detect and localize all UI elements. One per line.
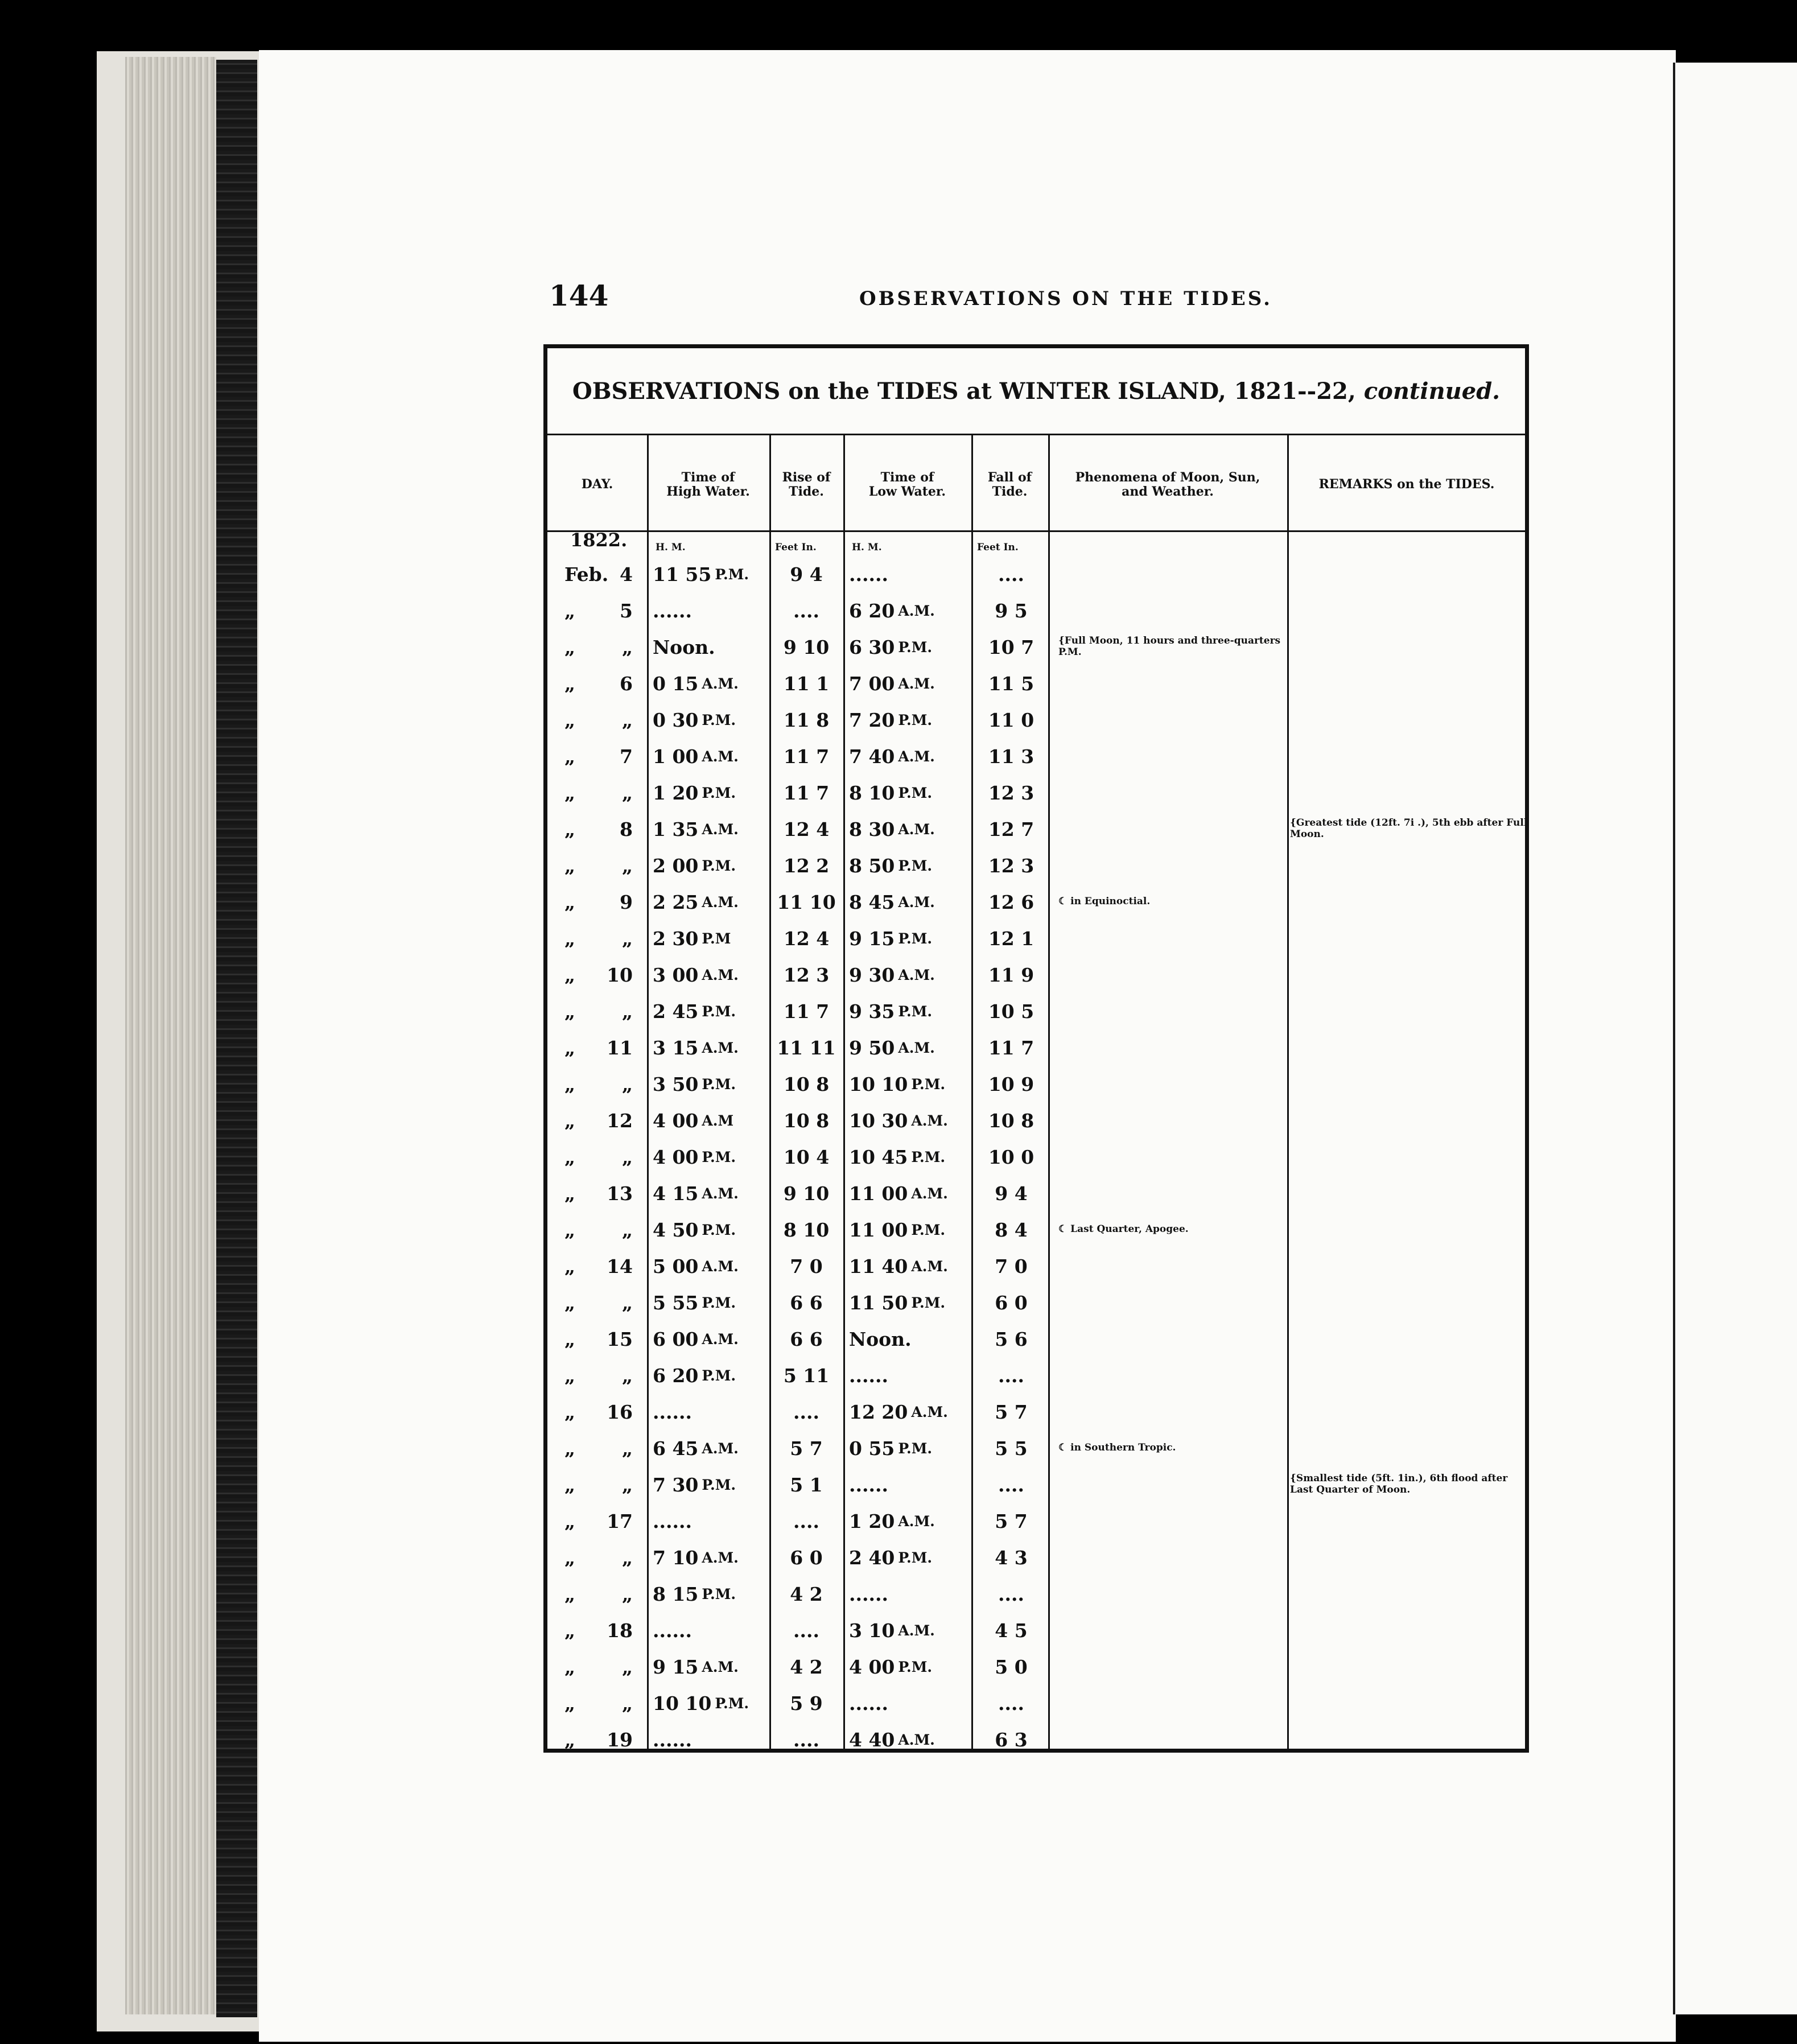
fall-cell: 12 1 [988, 927, 1034, 950]
fall-cell: 12 7 [988, 818, 1034, 840]
month-cell: „ [564, 854, 575, 877]
fall-cell: 12 3 [988, 854, 1034, 877]
rise-cell: 11 7 [783, 745, 830, 768]
day-cell: „ [622, 1073, 633, 1095]
month-cell: „ [564, 636, 575, 658]
rise-cell: 4 2 [790, 1655, 823, 1678]
fall-cell: .... [998, 1364, 1024, 1387]
day-cell: „ [622, 1000, 633, 1023]
low-water-cell: 7 40 A.M. [849, 745, 935, 768]
rise-cell: 11 8 [783, 708, 830, 731]
month-cell: „ [564, 1473, 575, 1496]
day-cell: „ [622, 636, 633, 658]
high-water-cell: 4 00 A.M [653, 1109, 734, 1132]
table-row [547, 884, 1525, 920]
high-water-cell: 2 30 P.M [653, 927, 731, 950]
fall-cell: .... [998, 563, 1024, 586]
low-water-cell: 8 30 A.M. [849, 818, 935, 840]
high-water-cell: 0 30 P.M. [653, 708, 736, 731]
low-water-cell: ...... [849, 1583, 888, 1605]
fall-cell: 8 4 [995, 1218, 1028, 1241]
month-cell: „ [564, 1728, 575, 1751]
rise-cell: 5 7 [790, 1437, 823, 1460]
unit-fall: Feet In. [977, 542, 1019, 553]
table-row [547, 592, 1525, 629]
header-fall: Fall of Tide. [987, 469, 1032, 499]
high-water-cell: ...... [653, 1510, 692, 1532]
high-water-cell: 8 15 P.M. [653, 1583, 736, 1605]
day-cell: 6 [620, 672, 633, 695]
day-cell: 10 [607, 963, 633, 986]
rise-cell: 12 4 [783, 818, 830, 840]
rise-cell: .... [793, 1619, 819, 1642]
month-cell: „ [564, 1328, 575, 1350]
month-cell: „ [564, 1583, 575, 1605]
table-row [547, 1139, 1525, 1175]
high-water-cell: 9 15 A.M. [653, 1655, 739, 1678]
day-cell: „ [622, 1655, 633, 1678]
low-water-cell: 2 40 P.M. [849, 1546, 933, 1569]
high-water-cell: 6 45 A.M. [653, 1437, 739, 1460]
month-cell: „ [564, 1145, 575, 1168]
day-cell: „ [622, 1364, 633, 1387]
day-cell: 7 [620, 745, 633, 768]
high-water-cell: 4 00 P.M. [653, 1145, 736, 1168]
rise-cell: 6 6 [790, 1328, 823, 1350]
rise-cell: 12 2 [783, 854, 830, 877]
low-water-cell: ...... [849, 563, 888, 586]
high-water-cell: 6 00 A.M. [653, 1328, 739, 1350]
month-cell: „ [564, 891, 575, 913]
high-water-cell: 0 15 A.M. [653, 672, 739, 695]
low-water-cell: ...... [849, 1473, 888, 1496]
low-water-cell: 10 45 P.M. [849, 1145, 946, 1168]
rise-cell: 12 4 [783, 927, 830, 950]
phenomena-cell: ☾ Last Quarter, Apogee. [1058, 1223, 1189, 1235]
table-row [547, 1175, 1525, 1211]
low-water-cell: ...... [849, 1364, 888, 1387]
table-row [547, 1721, 1525, 1758]
rise-cell: 11 7 [783, 781, 830, 804]
low-water-cell: 10 10 P.M. [849, 1073, 946, 1095]
month-cell: „ [564, 1364, 575, 1387]
remarks-cell: {Greatest tide (12ft. 7i .), 5th ebb after Full Moon. [1290, 817, 1528, 840]
fall-cell: .... [998, 1583, 1024, 1605]
low-water-cell: 8 10 P.M. [849, 781, 933, 804]
low-water-cell: 9 30 A.M. [849, 963, 935, 986]
high-water-cell: 5 55 P.M. [653, 1291, 736, 1314]
day-cell: „ [622, 708, 633, 731]
day-cell: „ [622, 781, 633, 804]
low-water-cell: ...... [849, 1692, 888, 1715]
low-water-cell: 9 35 P.M. [849, 1000, 933, 1023]
rise-cell: 7 0 [790, 1255, 823, 1278]
high-water-cell: 1 35 A.M. [653, 818, 739, 840]
rise-cell: 6 0 [790, 1546, 823, 1569]
low-water-cell: 0 55 P.M. [849, 1437, 933, 1460]
table-row [547, 1394, 1525, 1430]
remarks-cell: {Smallest tide (5ft. 1in.), 6th flood after Last Quarter of Moon. [1290, 1473, 1508, 1495]
high-water-cell: 3 50 P.M. [653, 1073, 736, 1095]
low-water-cell: 10 30 A.M. [849, 1109, 948, 1132]
table-row [547, 738, 1525, 774]
page-edges [125, 57, 216, 2014]
table-row [547, 847, 1525, 884]
fall-cell: 10 0 [988, 1145, 1034, 1168]
month-cell: „ [564, 1109, 575, 1132]
low-water-cell: 11 00 A.M. [849, 1182, 948, 1205]
low-water-cell: 3 10 A.M. [849, 1619, 935, 1642]
rise-cell: 9 10 [783, 1182, 830, 1205]
year-label: 1822. [570, 529, 628, 551]
month-cell: „ [564, 818, 575, 840]
unit-lw: H. M. [852, 542, 882, 553]
rise-cell: 11 7 [783, 1000, 830, 1023]
fall-cell: 12 6 [988, 891, 1034, 913]
running-head: OBSERVATIONS ON THE TIDES. [859, 287, 1272, 310]
header-phenomena: Phenomena of Moon, Sun, and Weather. [1075, 469, 1260, 499]
high-water-cell: 2 00 P.M. [653, 854, 736, 877]
header-remarks: REMARKS on the TIDES. [1318, 477, 1495, 492]
table-row [547, 1211, 1525, 1248]
table-row [547, 774, 1525, 811]
month-cell: „ [564, 1619, 575, 1642]
month-cell: „ [564, 1255, 575, 1278]
month-cell: Feb. [564, 563, 609, 586]
rise-cell: 11 1 [783, 672, 830, 695]
table-row [547, 702, 1525, 738]
fall-cell: .... [998, 1473, 1024, 1496]
table-row [547, 556, 1525, 592]
month-cell: „ [564, 1655, 575, 1678]
fall-cell: 11 3 [988, 745, 1034, 768]
header-rise: Rise of Tide. [782, 469, 831, 499]
rise-cell: 10 8 [783, 1109, 830, 1132]
low-water-cell: 6 20 A.M. [849, 599, 935, 622]
low-water-cell: 7 00 A.M. [849, 672, 935, 695]
fall-cell: 10 7 [988, 636, 1034, 658]
table-row [547, 1029, 1525, 1066]
rise-cell: 4 2 [790, 1583, 823, 1605]
day-cell: „ [622, 1473, 633, 1496]
table-row [547, 665, 1525, 702]
rise-cell: 11 10 [777, 891, 836, 913]
day-cell: 11 [607, 1036, 633, 1059]
table-row [547, 1430, 1525, 1466]
fall-cell: 11 0 [988, 708, 1034, 731]
table-row [547, 1102, 1525, 1139]
rise-cell: 8 10 [783, 1218, 830, 1241]
high-water-cell: 3 15 A.M. [653, 1036, 739, 1059]
fall-cell: 5 0 [995, 1655, 1028, 1678]
rise-cell: 5 11 [783, 1364, 830, 1387]
low-water-cell: 9 50 A.M. [849, 1036, 935, 1059]
day-cell: „ [622, 1546, 633, 1569]
fall-cell: 9 5 [995, 599, 1028, 622]
low-water-cell: 4 00 P.M. [849, 1655, 933, 1678]
day-cell: „ [622, 1291, 633, 1314]
rise-cell: .... [793, 599, 819, 622]
month-cell: „ [564, 708, 575, 731]
fall-cell: 4 3 [995, 1546, 1028, 1569]
high-water-cell: 1 00 A.M. [653, 745, 739, 768]
rise-cell: 5 9 [790, 1692, 823, 1715]
rise-cell: .... [793, 1728, 819, 1751]
fall-cell: 5 7 [995, 1510, 1028, 1532]
rise-cell: 9 4 [790, 563, 823, 586]
low-water-cell: 11 40 A.M. [849, 1255, 948, 1278]
day-cell: 16 [607, 1400, 633, 1423]
fall-cell: 6 3 [995, 1728, 1028, 1751]
unit-rise: Feet In. [775, 542, 817, 553]
rise-cell: .... [793, 1400, 819, 1423]
rise-cell: 10 8 [783, 1073, 830, 1095]
phenomena-cell: ☾ in Equinoctial. [1058, 896, 1151, 908]
header-rule [547, 530, 1525, 532]
month-cell: „ [564, 1073, 575, 1095]
rise-cell: 12 3 [783, 963, 830, 986]
high-water-cell: Noon. [653, 636, 715, 658]
table-row [547, 993, 1525, 1029]
month-cell: „ [564, 672, 575, 695]
day-cell: „ [622, 1692, 633, 1715]
month-cell: „ [564, 1437, 575, 1460]
fall-cell: 7 0 [995, 1255, 1028, 1278]
table-row [547, 1466, 1525, 1503]
rise-cell: 9 10 [783, 636, 830, 658]
high-water-cell: ...... [653, 599, 692, 622]
header-high-water: Time of High Water. [666, 469, 750, 499]
day-cell: 17 [607, 1510, 633, 1532]
high-water-cell: 7 30 P.M. [653, 1473, 736, 1496]
high-water-cell: 11 55 P.M. [653, 563, 749, 586]
day-cell: 18 [607, 1619, 633, 1642]
month-cell: „ [564, 1291, 575, 1314]
table-row [547, 1321, 1525, 1357]
table-row [547, 1685, 1525, 1721]
fall-cell: .... [998, 1692, 1024, 1715]
day-cell: 4 [620, 563, 633, 586]
day-cell: 5 [620, 599, 633, 622]
fall-cell: 5 7 [995, 1400, 1028, 1423]
book-spine [216, 60, 257, 2017]
table-row [547, 1248, 1525, 1284]
high-water-cell: 10 10 P.M. [653, 1692, 749, 1715]
month-cell: „ [564, 599, 575, 622]
table-row [547, 811, 1528, 847]
day-cell: 9 [620, 891, 633, 913]
low-water-cell: 9 15 P.M. [849, 927, 933, 950]
fall-cell: 9 4 [995, 1182, 1028, 1205]
low-water-cell: 11 00 P.M. [849, 1218, 946, 1241]
day-cell: 12 [607, 1109, 633, 1132]
high-water-cell: 6 20 P.M. [653, 1364, 736, 1387]
high-water-cell: 5 00 A.M. [653, 1255, 739, 1278]
month-cell: „ [564, 1546, 575, 1569]
month-cell: „ [564, 1036, 575, 1059]
rise-cell: .... [793, 1510, 819, 1532]
table-row [547, 1284, 1525, 1321]
table-row [547, 1503, 1525, 1539]
fall-cell: 10 5 [988, 1000, 1034, 1023]
day-cell: „ [622, 1583, 633, 1605]
low-water-cell: Noon. [849, 1328, 912, 1350]
page-number: 144 [549, 279, 609, 312]
day-cell: „ [622, 854, 633, 877]
day-cell: „ [622, 1145, 633, 1168]
high-water-cell: ...... [653, 1400, 692, 1423]
table-row [547, 957, 1525, 993]
table-row [547, 1612, 1525, 1649]
high-water-cell: 7 10 A.M. [653, 1546, 739, 1569]
fall-cell: 10 8 [988, 1109, 1034, 1132]
header-day: DAY. [581, 477, 613, 492]
low-water-cell: 8 45 A.M. [849, 891, 935, 913]
fall-cell: 5 6 [995, 1328, 1028, 1350]
month-cell: „ [564, 1000, 575, 1023]
table-row [547, 920, 1525, 957]
table-row [547, 1066, 1525, 1102]
table-row [547, 1357, 1525, 1394]
month-cell: „ [564, 1218, 575, 1241]
table-row [547, 629, 1525, 665]
low-water-cell: 12 20 A.M. [849, 1400, 948, 1423]
fall-cell: 6 0 [995, 1291, 1028, 1314]
high-water-cell: ...... [653, 1619, 692, 1642]
day-cell: „ [622, 1437, 633, 1460]
fall-cell: 5 5 [995, 1437, 1028, 1460]
table-title: OBSERVATIONS on the TIDES at WINTER ISLAND, 1821--22, continued. [547, 348, 1525, 435]
table-row [547, 1649, 1525, 1685]
low-water-cell: 4 40 A.M. [849, 1728, 935, 1751]
low-water-cell: 11 50 P.M. [849, 1291, 946, 1314]
table-row [547, 1576, 1525, 1612]
fall-cell: 11 7 [988, 1036, 1034, 1059]
day-cell: „ [622, 1218, 633, 1241]
high-water-cell: ...... [653, 1728, 692, 1751]
low-water-cell: 6 30 P.M. [849, 636, 933, 658]
fall-cell: 12 3 [988, 781, 1034, 804]
header-low-water: Time of Low Water. [868, 469, 946, 499]
day-cell: 8 [620, 818, 633, 840]
phenomena-cell: {Full Moon, 11 hours and three-quarters P.M. [1058, 635, 1281, 658]
month-cell: „ [564, 927, 575, 950]
day-cell: 13 [607, 1182, 633, 1205]
high-water-cell: 2 45 P.M. [653, 1000, 736, 1023]
month-cell: „ [564, 1510, 575, 1532]
month-cell: „ [564, 745, 575, 768]
table-row [547, 1539, 1525, 1576]
fall-cell: 11 5 [988, 672, 1034, 695]
high-water-cell: 4 50 P.M. [653, 1218, 736, 1241]
tide-table [543, 344, 1529, 1753]
low-water-cell: 7 20 P.M. [849, 708, 933, 731]
fall-cell: 4 5 [995, 1619, 1028, 1642]
month-cell: „ [564, 781, 575, 804]
rise-cell: 11 11 [777, 1036, 836, 1059]
rise-cell: 5 1 [790, 1473, 823, 1496]
day-cell: 14 [607, 1255, 633, 1278]
day-cell: „ [622, 927, 633, 950]
month-cell: „ [564, 1692, 575, 1715]
fall-cell: 10 9 [988, 1073, 1034, 1095]
unit-hw: H. M. [656, 542, 686, 553]
day-cell: 15 [607, 1328, 633, 1350]
month-cell: „ [564, 963, 575, 986]
month-cell: „ [564, 1182, 575, 1205]
low-water-cell: 1 20 A.M. [849, 1510, 935, 1532]
phenomena-cell: ☾ in Southern Tropic. [1058, 1442, 1176, 1454]
fall-cell: 11 9 [988, 963, 1034, 986]
rise-cell: 10 4 [783, 1145, 830, 1168]
month-cell: „ [564, 1400, 575, 1423]
rise-cell: 6 6 [790, 1291, 823, 1314]
high-water-cell: 1 20 P.M. [653, 781, 736, 804]
high-water-cell: 4 15 A.M. [653, 1182, 739, 1205]
day-cell: 19 [607, 1728, 633, 1751]
high-water-cell: 3 00 A.M. [653, 963, 739, 986]
low-water-cell: 8 50 P.M. [849, 854, 933, 877]
facing-page-edge [1673, 63, 1797, 2014]
high-water-cell: 2 25 A.M. [653, 891, 739, 913]
